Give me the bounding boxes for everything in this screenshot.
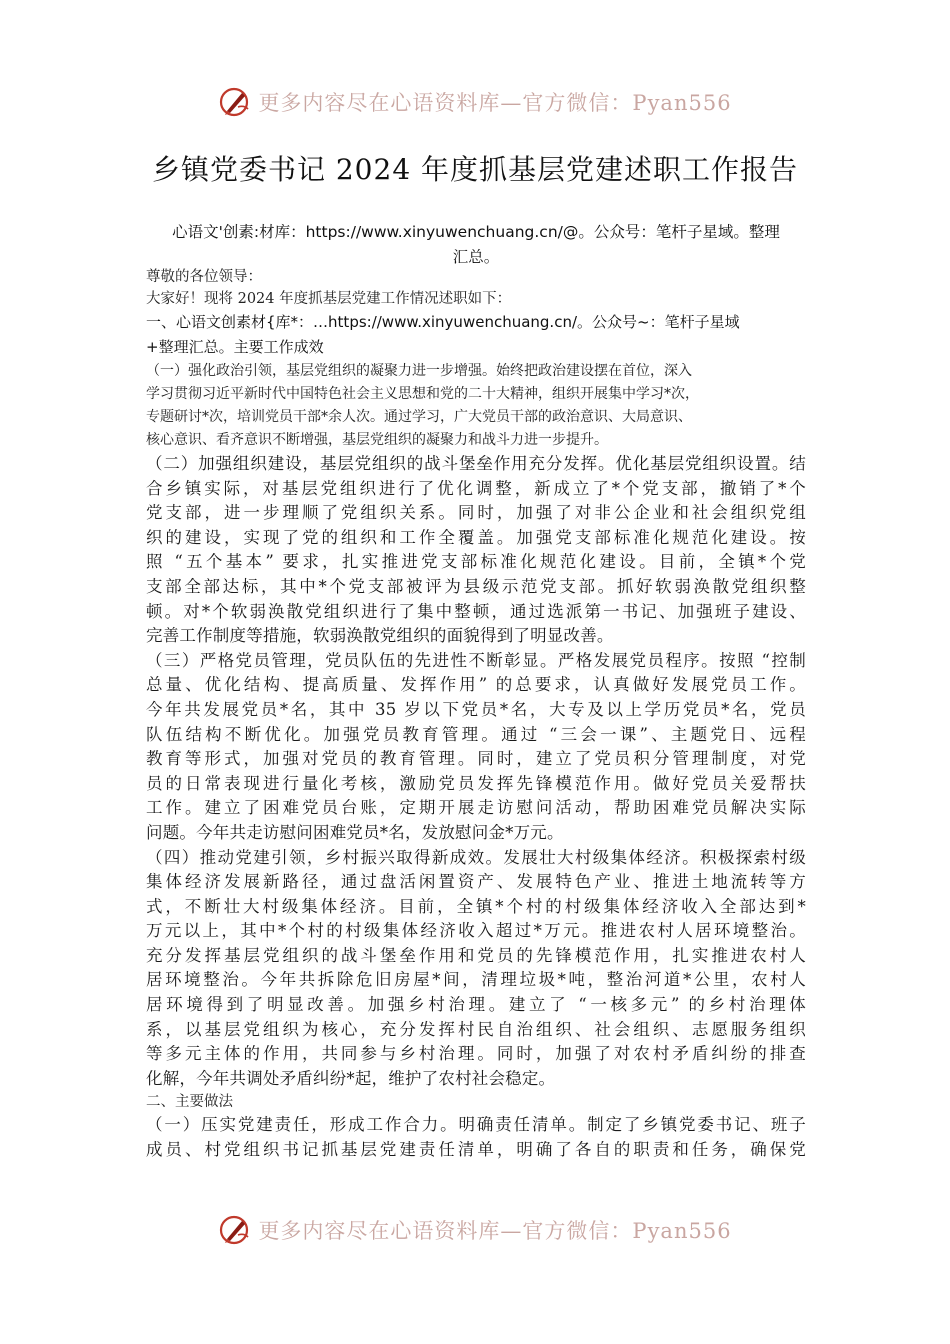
text-line: 顿。对*个软弱涣散党组织进行了集中整顿，通过选派第一书记、加强班子建设、 (146, 601, 806, 621)
text-line: 合乡镇实际，对基层党组织进行了优化调整，新成立了*个党支部，撤销了*个 (146, 478, 806, 498)
text-line: 织的建设，实现了党的组织和工作全覆盖。加强党支部标准化规范化建设。按 (146, 527, 806, 547)
source-line: 心语文'创素:材库：https://www.xinyuwenchuang.cn/@。公众号：笔杆子星域。整理 (172, 223, 780, 241)
text-line: 成员、村党组织书记抓基层党建责任清单，明确了各自的职责和任务，确保党 (146, 1140, 806, 1160)
section-heading: +整理汇总。主要工作成效 (146, 338, 324, 356)
paragraph (146, 452, 806, 649)
source-note (146, 220, 806, 270)
text-line: （一）强化政治引领，基层党组织的凝聚力进一步增强。始终把政治建设摆在首位，深入 (146, 363, 692, 379)
pen-circle-logo-icon (218, 1213, 252, 1247)
document-title: 乡镇党委书记 2024 年度抓基层党建述职工作报告 (151, 153, 799, 186)
text-line: （一）压实党建责任，形成工作合力。明确责任清单。制定了乡镇党委书记、班子 (146, 1115, 806, 1135)
text-line: 化解，今年共调处矛盾纠纷*起，维护了农村社会稳定。 (146, 1068, 556, 1088)
text-line: 居环境整治。今年共拆除危旧房屋*间，清理垃圾*吨，整治河道*公里，农村人 (146, 970, 806, 990)
text-line: 工作。建立了困难党员台账，定期开展走访慰问活动，帮助困难党员解决实际 (146, 798, 806, 818)
text-line: 万元以上，其中*个村的村级集体经济收入超过*万元。推进农村人居环境整治。 (146, 921, 806, 941)
footer-banner (0, 1210, 950, 1250)
text-line: 党支部，进一步理顺了党组织关系。同时，加强了对非公企业和社会组织党组 (146, 503, 806, 523)
text-line: 照 “五个基本” 要求，扎实推进党支部标准化规范化建设。目前，全镇*个党 (146, 552, 806, 572)
intro: 大家好！现将 2024 年度抓基层党建工作情况述职如下： (146, 291, 512, 307)
document-body (146, 266, 806, 1163)
text-line: （三）严格党员管理，党员队伍的先进性不断彰显。严格发展党员程序。按照 “控制 (146, 650, 806, 670)
text-line: 核心意识、看齐意识不断增强，基层党组织的凝聚力和战斗力进一步提升。 (146, 432, 608, 448)
text-line: 居环境得到了明显改善。加强乡村治理。建立了 “一核多元” 的乡村治理体 (146, 995, 806, 1015)
text-line: 等多元主体的作用，共同参与乡村治理。同时，加强了对农村矛盾纠纷的排查 (146, 1044, 806, 1064)
text-line: 支部全部达标，其中*个党支部被评为县级示范党支部。抓好软弱涣散党组织整 (146, 576, 806, 596)
banner-text: 更多内容尽在心语资料库—官方微信：Pyan556 (258, 1219, 732, 1243)
text-line: 今年共发展党员*名，其中 35 岁以下党员*名，大专及以上学历党员*名，党员 (146, 699, 806, 719)
text-line: 问题。今年共走访慰问困难党员*名，发放慰问金*万元。 (146, 822, 564, 842)
text-line: 专题研讨*次，培训党员干部*余人次。通过学习，广大党员干部的政治意识、大局意识、 (146, 409, 692, 425)
section-heading: 一、心语文创素材{库*：…https://www.xinyuwenchuang.cn/。公众号~：笔杆子星域 (146, 313, 740, 331)
source-line: 汇总。 (452, 248, 500, 266)
text-line: 教育等形式，加强对党员的教育管理。同时，建立了党员积分管理制度，对党 (146, 749, 806, 769)
paragraph (146, 1113, 806, 1162)
text-line: 集体经济发展新路径，通过盘活闲置资产、发展特色产业、推进土地流转等方 (146, 872, 806, 892)
text-line: 员的日常表现进行量化考核，激励党员发挥先锋模范作用。做好党员关爱帮扶 (146, 773, 806, 793)
paragraph (146, 360, 806, 452)
text-line: （二）加强组织建设，基层党组织的战斗堡垒作用充分发挥。优化基层党组织设置。结 (146, 454, 806, 473)
paragraph (146, 649, 806, 846)
text-line: 式，不断壮大村级集体经济。目前，全镇*个村的村级集体经济收入全部达到* (146, 896, 806, 916)
text-line: 总量、优化结构、提高质量、发挥作用” 的总要求，认真做好发展党员工作。 (146, 675, 806, 695)
text-line: 系，以基层党组织为核心，充分发挥村民自治组织、社会组织、志愿服务组织 (146, 1019, 806, 1039)
text-line: 完善工作制度等措施，软弱涣散党组织的面貌得到了明显改善。 (146, 626, 614, 646)
pen-circle-logo-icon (218, 85, 252, 119)
text-line: （四）推动党建引领，乡村振兴取得新成效。发展壮大村级集体经济。积极探索村级 (146, 847, 806, 867)
text-line: 队伍结构不断优化。加强党员教育管理。通过 “三会一课”、主题党日、远程 (146, 724, 806, 744)
text-line: 充分发挥基层党组织的战斗堡垒作用和党员的先锋模范作用，扎实推进农村人 (146, 945, 806, 965)
greeting: 尊敬的各位领导： (146, 269, 262, 285)
paragraph (146, 846, 806, 1092)
banner-text: 更多内容尽在心语资料库—官方微信：Pyan556 (258, 91, 732, 115)
text-line: 学习贯彻习近平新时代中国特色社会主义思想和党的二十大精神，组织开展集中学习*次， (146, 386, 699, 402)
section-heading: 二、主要做法 (146, 1094, 233, 1111)
header-banner (0, 82, 950, 122)
